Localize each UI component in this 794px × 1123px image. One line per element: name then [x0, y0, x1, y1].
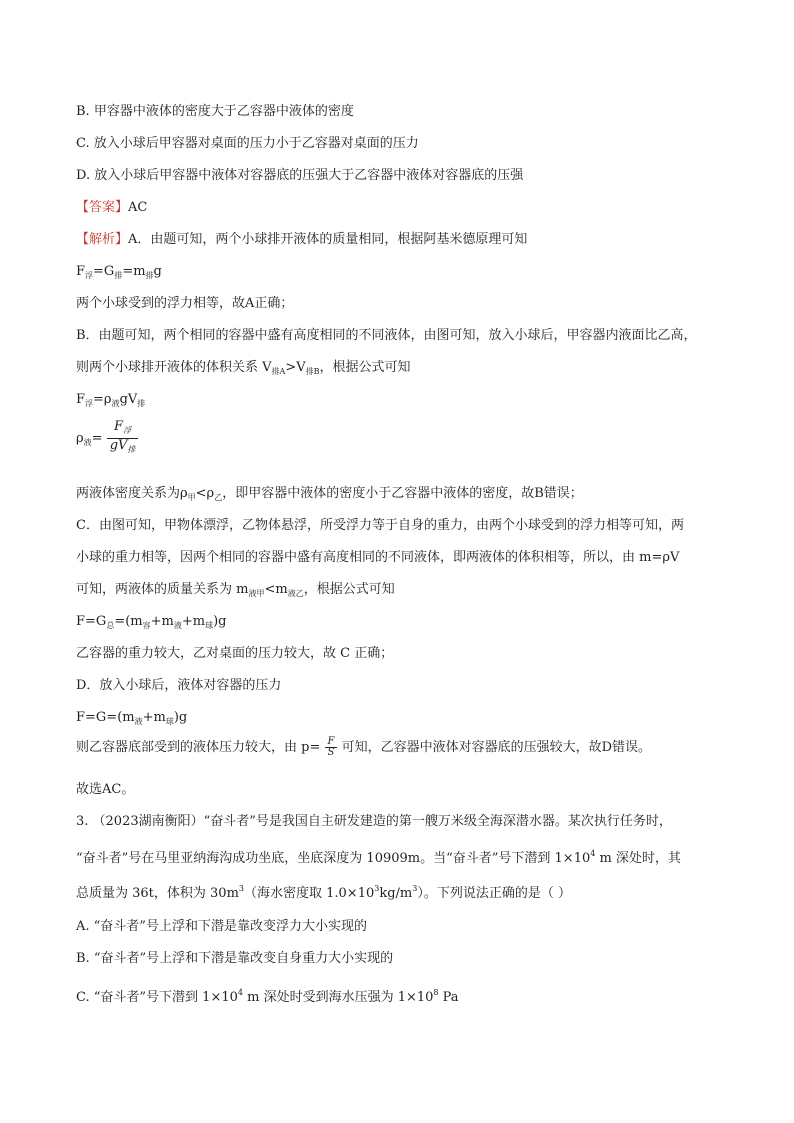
option-c: C. 放入小球后甲容器对桌面的压力小于乙容器对桌面的压力	[76, 136, 419, 151]
analysis-a-text: A．由题可知，两个小球排开液体的质量相同，根据阿基米德原理可知	[128, 232, 528, 247]
answer-line	[76, 199, 147, 217]
answer-value: AC	[128, 200, 148, 215]
option-b: B. 甲容器中液体的密度大于乙容器中液体的密度	[76, 104, 354, 119]
analysis-d-line-1: D．放入小球后，液体对容器的压力	[76, 678, 282, 693]
formula-total-weight: $F=G_总=(m_容+m_液+m_球)g$	[76, 614, 227, 630]
analysis-a-line	[76, 231, 527, 249]
question-3-line-2: “奋斗者”号在马里亚纳海沟成功坐底，坐底深度为 10909m。当“奋斗者”号下潜到 $1\times 10^4$ m 深处时，其	[76, 849, 681, 866]
formula-liquid-force: $F=G=(m_液+m_球)g$	[76, 710, 188, 726]
analysis-c-line-3: 可知，两液体的质量关系为 $m_{液甲}<m_{液乙}$，根据公式可知	[76, 582, 395, 598]
analysis-label: 【解析】	[76, 232, 129, 247]
question-3-option-b: B. “奋斗者”号上浮和下潜是靠改变自身重力大小实现的	[76, 951, 394, 966]
formula-buoyancy-2: $F_浮=\rho_液gV_排$	[76, 392, 146, 408]
pressure-fraction: $\frac{F}{S}$	[325, 737, 338, 758]
analysis-b-line-3: 两液体密度关系为$\rho_甲<\rho_乙$，即甲容器中液体的密度小于乙容器中液体的密度，故B错误；	[76, 486, 583, 502]
question-3-line-1: 3. （2023湖南衡阳）“奋斗者”号是我国自主研发建造的第一艘万米级全海深潜水器。某次执行任务时，	[76, 814, 672, 829]
density-fraction: $\frac{F_浮}{gV_排}$	[107, 420, 139, 457]
question-3-option-c: C. “奋斗者”号下潜到 $1\times 10^4$ m 深处时受到海水压强为 $1\times 10^8$ Pa	[76, 988, 459, 1005]
answer-label: 【答案】	[76, 200, 129, 215]
analysis-c-conclusion: 乙容器的重力较大，乙对桌面的压力较大，故 C 正确；	[76, 646, 394, 661]
analysis-d-line-2: 则乙容器底部受到的液体压力较大，由 p= $\frac{F}{S}$ 可知，乙容器中液体对容器底的压强较大，故D错误。	[76, 736, 652, 758]
question-3-option-a: A. “奋斗者”号上浮和下潜是靠改变浮力大小实现的	[76, 919, 367, 934]
formula-density: $\rho_液=$ $\frac{F_浮}{gV_排}$	[76, 420, 138, 458]
analysis-b-line-1: B．由题可知，两个相同的容器中盛有高度相同的不同液体，由图可知，放入小球后，甲容器内液面比乙高，	[76, 328, 697, 343]
question-3-line-3: 总质量为 36t，体积为 $30m^3$（海水密度取 $1.0\times 10^3kg/m^3$）。下列说法正确的是（ ）	[76, 884, 571, 901]
option-d: D. 放入小球后甲容器中液体对容器底的压强大于乙容器中液体对容器底的压强	[76, 168, 524, 183]
final-answer: 故选AC。	[76, 782, 135, 797]
formula-buoyancy-1: $F_浮=G_排=m_排g$	[76, 264, 162, 280]
analysis-c-line-1: C．由图可知，甲物体漂浮，乙物体悬浮，所受浮力等于自身的重力，由两个小球受到的浮力相等可知，两	[76, 518, 684, 533]
analysis-b-line-2: 则两个小球排开液体的体积关系 $V_{排A}>V_{排B}$，根据公式可知	[76, 360, 411, 376]
analysis-c-line-2: 小球的重力相等，因两个相同的容器中盛有高度相同的不同液体，即两液体的体积相等，所以，由 m=ρV	[76, 550, 680, 565]
analysis-a-conclusion: 两个小球受到的浮力相等，故A正确；	[76, 296, 294, 311]
